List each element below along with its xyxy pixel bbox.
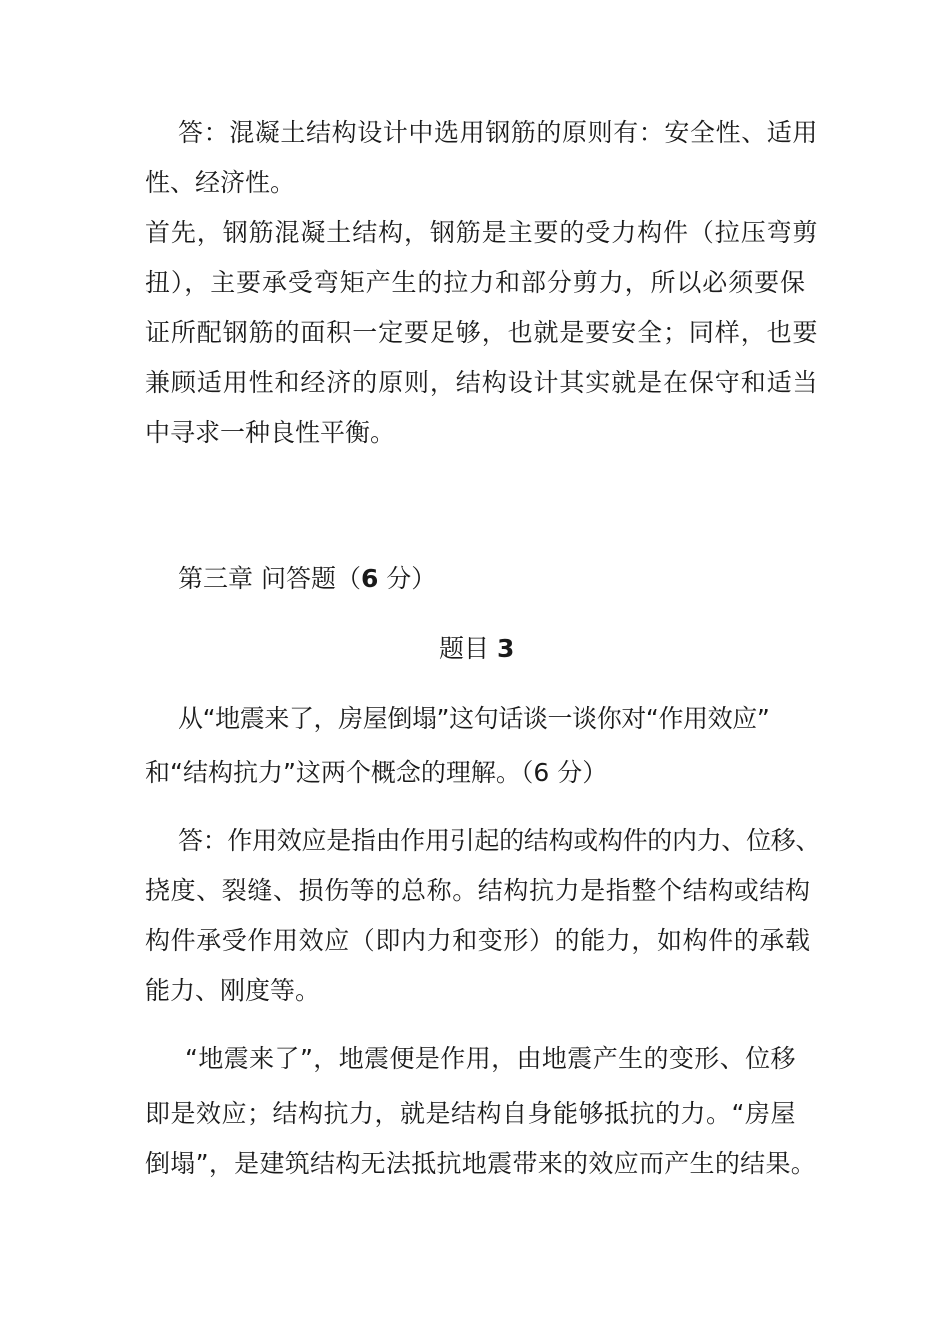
answer2-line-1: 答：作用效应是指由作用引起的结构或构件的内力、位移、 [178,826,821,855]
question-title-prefix: 题目 [439,634,497,663]
answer3-line-3: 倒塌”，是建筑结构无法抵抗地震带来的效应而产生的结果。 [145,1149,817,1178]
answer2-line-2: 挠度、裂缝、损伤等的总称。结构抗力是指整个结构或结构 [145,876,811,905]
question-line-2: 和“结构抗力”这两个概念的理解。（6 分） [145,758,608,787]
answer1-line-7: 中寻求一种良性平衡。 [145,418,396,447]
chapter-score: 6 [360,564,379,593]
answer2-line-3: 构件承受作用效应（即内力和变形）的能力，如构件的承载 [145,926,811,955]
answer2-line-4: 能力、刚度等。 [145,976,321,1005]
answer3-line-1: “地震来了”，地震便是作用，由地震产生的变形、位移 [185,1044,796,1073]
chapter-suffix: 分） [378,564,437,593]
answer1-line-1: 答：混凝土结构设计中选用钢筋的原则有：安全性、适用 [178,118,819,147]
answer1-line-6: 兼顾适用性和经济的原则，结构设计其实就是在保守和适当 [145,368,819,397]
question-line-1: 从“地震来了，房屋倒塌”这句话谈一谈你对“作用效应” [178,704,770,733]
answer1-line-4: 扭），主要承受弯矩产生的拉力和部分剪力，所以必须要保 [145,268,806,297]
chapter-heading [178,564,436,594]
answer3-line-2: 即是效应；结构抗力，就是结构自身能够抵抗的力。“房屋 [145,1099,796,1128]
question-title [439,634,514,664]
chapter-prefix: 第三章 问答题（ [178,564,361,593]
answer1-line-5: 证所配钢筋的面积一定要足够，也就是要安全；同样，也要 [145,318,819,347]
question-title-number: 3 [496,634,515,663]
answer1-line-3: 首先，钢筋混凝土结构，钢筋是主要的受力构件（拉压弯剪 [145,218,819,247]
answer1-line-2: 性、经济性。 [145,168,296,197]
